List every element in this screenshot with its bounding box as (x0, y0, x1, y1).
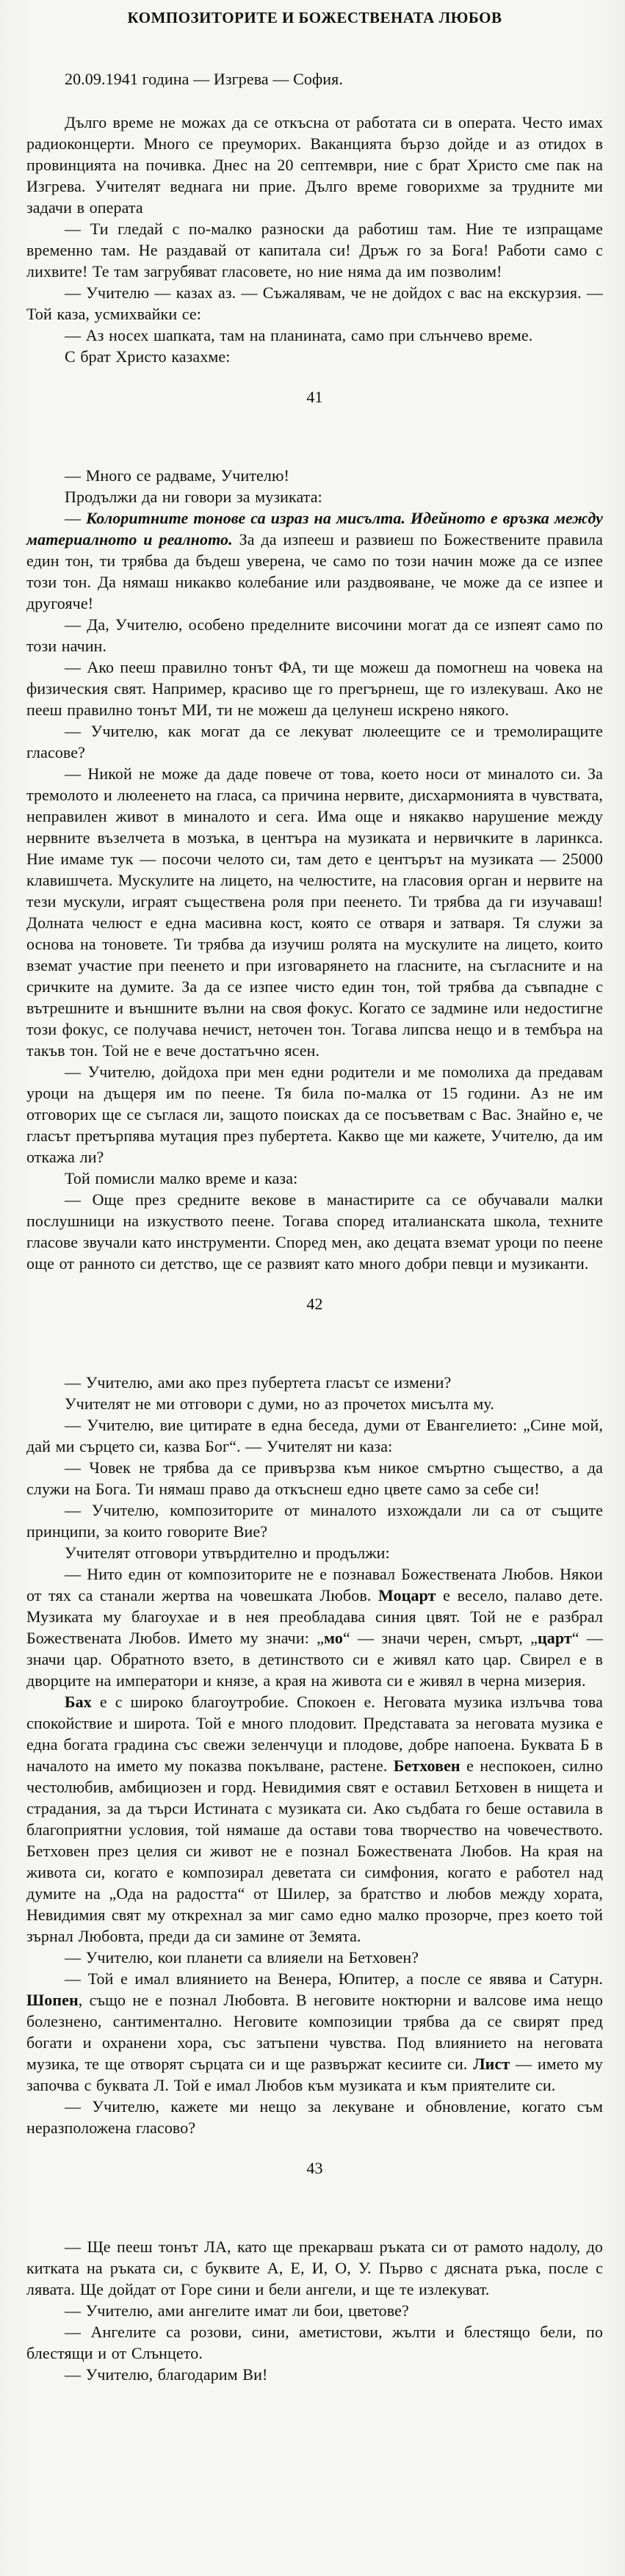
paragraph (26, 1691, 603, 1947)
emphasized-text: царт (537, 1629, 572, 1647)
text-segment: — Аз носех шапката, там на планината, само при слънчево време. (65, 326, 533, 344)
paragraph (26, 2364, 603, 2385)
text-segment: — Никой не може да даде повече от това, което носи от миналото си. За тремолото и люлеенето на гласа, са причина нервите, дисхармонията в чувствата, неправилен живот в миналото и сега. Има още и някакво нарушение между нервните възелчета в мозъка, в центъра на музиката и нервичките в ларинкса. Ние имаме тук — посочи челото си, там дето е центърът на музиката — 25000 клавишчета. Мускулите на лицето, на челюстите, на гласовия орган и нервите на тези мускули, играят съществена роля при пеенето. Ти трябва да ги изучаваш! Долната челюст е една масивна кост, която се отваря и затваря. Тя служи за основа на тоновете. Ти трябва да изучиш ролята на мускулите на лицето, които вземат участие при пеенето и при изговарянето на гласните, на съгласните и на сричките на думите. За да се изпее чисто един тон, той трябва да съвпадне с вътрешните и външните вълни на своя фокус. Когато се задмине или недостигне този фокус, се получава нечист, неточен тон. Тогава липсва нещо и в тембъра на такъв тон. Той не е вече достатъчно ясен. (26, 764, 603, 1060)
text-segment: — Да, Учителю, особено пределните височини могат да се изпеят само по този начин. (26, 615, 603, 655)
text-segment: — Учителю, как могат да се лекуват люлеещите се и тремолиращите гласове? (26, 722, 603, 761)
text-segment: е неспокоен, силно честолюбив, амбициозен и горд. Невидимия свят е оставил Бетховен в нищета и страдания, за да търси Истината с музиката си. Ако съдбата го беше оставила в благоприятни условия, той нямаше да остави това творчество на човечеството. Бетховен през целия си живот не е познал Божествената Любов. На края на живота си, когато е композирал деветата си симфония, когато е работел над думите на „Ода на радостта“ от Шилер, за братство и любов между хората, Невидимия свят му открехнал за миг само едно малко прозорче, през което той зърнал Любовта, преди да си замине от Земята. (26, 1756, 603, 1945)
text-segment: Учителят отговори утвърдително и продължи: (65, 1544, 390, 1562)
emphasized-text: Шопен (26, 1991, 79, 2009)
dateline (26, 68, 603, 90)
paragraph (26, 2096, 603, 2138)
page-number (26, 386, 603, 408)
paragraph (26, 507, 603, 614)
paragraph (26, 1414, 603, 1457)
text-segment: — Ще пееш тонът ЛА, като ще прекарваш ръката си от рамото надолу, до китката на ръката си, с буквите А, Е, И, О, У. Първо с дясната ръка, после с лявата. Ще дойдат от Горе сини и бели ангели, и ще те излекуват. (26, 2237, 603, 2298)
paragraph (26, 1563, 603, 1691)
text-segment: — Ти гледай с по-малко разноски да работиш там. Ние те изпращаме временно там. Не раздавай от капитала си! Дръж го за Бога! Работи само с лихвите! Те там загрубяват гласовете, но ние няма да им позволим! (26, 220, 603, 281)
paragraph (26, 1393, 603, 1414)
emphasized-text: Лист (473, 2055, 510, 2073)
text-segment: — Учителю, дойдоха при мен едни родители и ме помолиха да предавам уроци на дъщеря им по пеене. Тя била по-малка от 15 години. Аз не им отговорих ще се съглася ли, защото поисках да се посъветвам с Вас. Знайно е, че гласът претърпява мутация през пубертета. Какво ще ми кажете, Учителю, да им откажа ли? (26, 1063, 603, 1166)
page-number (26, 1293, 603, 1314)
paragraph (26, 1947, 603, 1968)
text-segment: е весело, палаво дете. Музиката му благоухае и в нея преобладава синия цвят. Той не е разбрал Божествената Любов. Името му значи: „ (26, 1586, 603, 1647)
text-segment: е с широко благоутробие. Спокоен е. Неговата музика излъчва това спокойствие и широта. Той е много плодовит. Представата за неговата музика е една богата градина със свежи зеленчуци и плодове, добре напоена. Буквата Б в началото на името му показва покълване, растене. (26, 1693, 603, 1775)
text-segment: — Учителю, ами ако през пубертета гласът се измени? (65, 1373, 452, 1392)
text-segment: — Ангелите са розови, сини, аметистови, жълти и блестящо бели, по блестящи и от Слънцето. (26, 2323, 603, 2362)
paragraph (26, 465, 603, 486)
paragraph (26, 2321, 603, 2364)
paragraph (26, 218, 603, 282)
paragraph (26, 614, 603, 656)
text-segment: “ — значи цар. Обратното взето, в детинството си е живял като цар. Свирел е в дворците на императори и князе, а края на живота си е живял в черна мизерия. (26, 1629, 603, 1690)
text-segment: 41 (306, 388, 323, 406)
text-segment: За да изпееш и развиеш по Божествените правила един тон, ти трябва да бъдеш уверена, че само по този начин може да се изпее този тон. Да нямаш никакво колебание или раздвояване, че може да се изпее и другояче! (26, 530, 603, 612)
text-segment: 42 (306, 1295, 323, 1313)
text-segment: , също не е познал Любовта. В неговите ноктюрни и валсове има нещо болезнено, сантиментално. Неговите композиции трябва да се свирят пред богати и охранени хора, със затъпени чувства. Под влиянието на неговата музика, те ще отворят сърцата си и ще развържат кесиите си. (26, 1991, 603, 2073)
paragraph (26, 1968, 603, 2096)
emphasized-text: мо (324, 1629, 343, 1647)
paragraph (26, 763, 603, 1061)
emphasized-text: Моцарт (378, 1586, 436, 1604)
text-segment: “ — значи черен, смърт, „ (342, 1629, 538, 1647)
paragraph (26, 325, 603, 346)
text-segment: — Учителю, композиторите от миналото изхождали ли са от същите принципи, за които говорите Вие? (26, 1501, 603, 1541)
text-segment: 20.09.1941 година — Изгрева — София. (65, 70, 343, 88)
text-segment: — Нито един от композиторите не е познавал Божествената Любов. Някои от тях са станали жертва на човешката Любов. (26, 1565, 603, 1604)
page-title: КОМПОЗИТОРИТЕ И БОЖЕСТВЕНАТА ЛЮБОВ (127, 9, 502, 26)
paragraph (26, 1542, 603, 1563)
paragraph (26, 2300, 603, 2321)
text-segment: — Учителю — казах аз. — Съжалявам, че не дойдох с вас на екскурзия. — Той каза, усмихвайки се: (26, 283, 603, 323)
text-segment: — Човек не трябва да се привързва към никое смъртно същество, а да служи на Бога. Ти нямаш право да откъснеш едно цвете само за себе си! (26, 1458, 603, 1498)
text-segment: — името му започва с буквата Л. Той е имал Любов към музиката и към приятелите си. (26, 2055, 603, 2094)
page-number (26, 2157, 603, 2179)
paragraph (26, 1372, 603, 1393)
text-segment: — Той е имал влиянието на Венера, Юпитер, а после се явява и Сатурн. (65, 1969, 603, 1988)
text-segment: — (65, 509, 87, 527)
text-segment: — Учителю, благодарим Ви! (65, 2365, 268, 2384)
paragraph (26, 282, 603, 325)
text-segment: — Учителю, кажете ми нещо за лекуване и обновление, когато съм неразположена гласово? (26, 2097, 603, 2137)
emphasized-text: Бах (65, 1693, 92, 1711)
paragraph (26, 1168, 603, 1189)
paragraph (26, 1189, 603, 1274)
text-segment: — Учителю, кои планети са влияели на Бетховен? (65, 1948, 419, 1967)
paragraph (26, 720, 603, 763)
paragraph (26, 656, 603, 720)
text-segment: — Още през средните векове в манастирите са се обучавали малки послушници на изкуството пеене. Тогава според италианската школа, техните гласове звучали като инструменти. Според мен, ако децата вземат уроци по пеене още от ранното си детство, ще се развият като много добри певци и музиканти. (26, 1190, 603, 1273)
paragraph (26, 1457, 603, 1499)
paragraph (26, 1499, 603, 1542)
page-content (26, 68, 603, 2385)
paragraph (26, 2236, 603, 2300)
text-segment: С брат Христо казахме: (65, 347, 231, 366)
paragraph (26, 486, 603, 507)
paragraph (26, 346, 603, 367)
paragraph (26, 112, 603, 218)
text-segment: — Много се радваме, Учителю! (65, 466, 289, 485)
emphasized-text: Бетховен (393, 1756, 460, 1775)
paragraph (26, 1061, 603, 1168)
text-segment: Учителят не ми отговори с думи, но аз прочетох мисълта му. (65, 1394, 494, 1413)
text-segment: Той помисли малко време и каза: (65, 1169, 298, 1187)
text-segment: — Ако пееш правилно тонът ФА, ти ще можеш да помогнеш на човека на физическия свят. Например, красиво ще го прегърнеш, ще го излекуваш. Ако не пееш правилно тонът МИ, ти не можеш да целунеш искрено някого. (26, 658, 603, 719)
text-segment: Дълго време не можах да се откъсна от работата си в операта. Често имах радиоконцерти. Много се преуморих. Ваканцията бързо дойде и аз отидох в провинцията на почивка. Днес на 20 септември, ние с брат Христо сме пак на Изгрева. Учителят веднага ни прие. Дълго време говорихме за трудните ми задачи в операта (26, 113, 603, 217)
emphasized-text: Колоритните тонове са израз на мисълта. Идейното е връзка между материалното и реалното. (26, 509, 603, 549)
text-segment: — Учителю, вие цитирате в една беседа, думи от Евангелието: „Сине мой, дай ми сърцето си, казва Бог“. — Учителят ни каза: (26, 1416, 603, 1455)
text-segment: Продължи да ни говори за музиката: (65, 488, 322, 506)
text-segment: — Учителю, ами ангелите имат ли бои, цветове? (65, 2301, 409, 2320)
text-segment: 43 (306, 2159, 323, 2177)
